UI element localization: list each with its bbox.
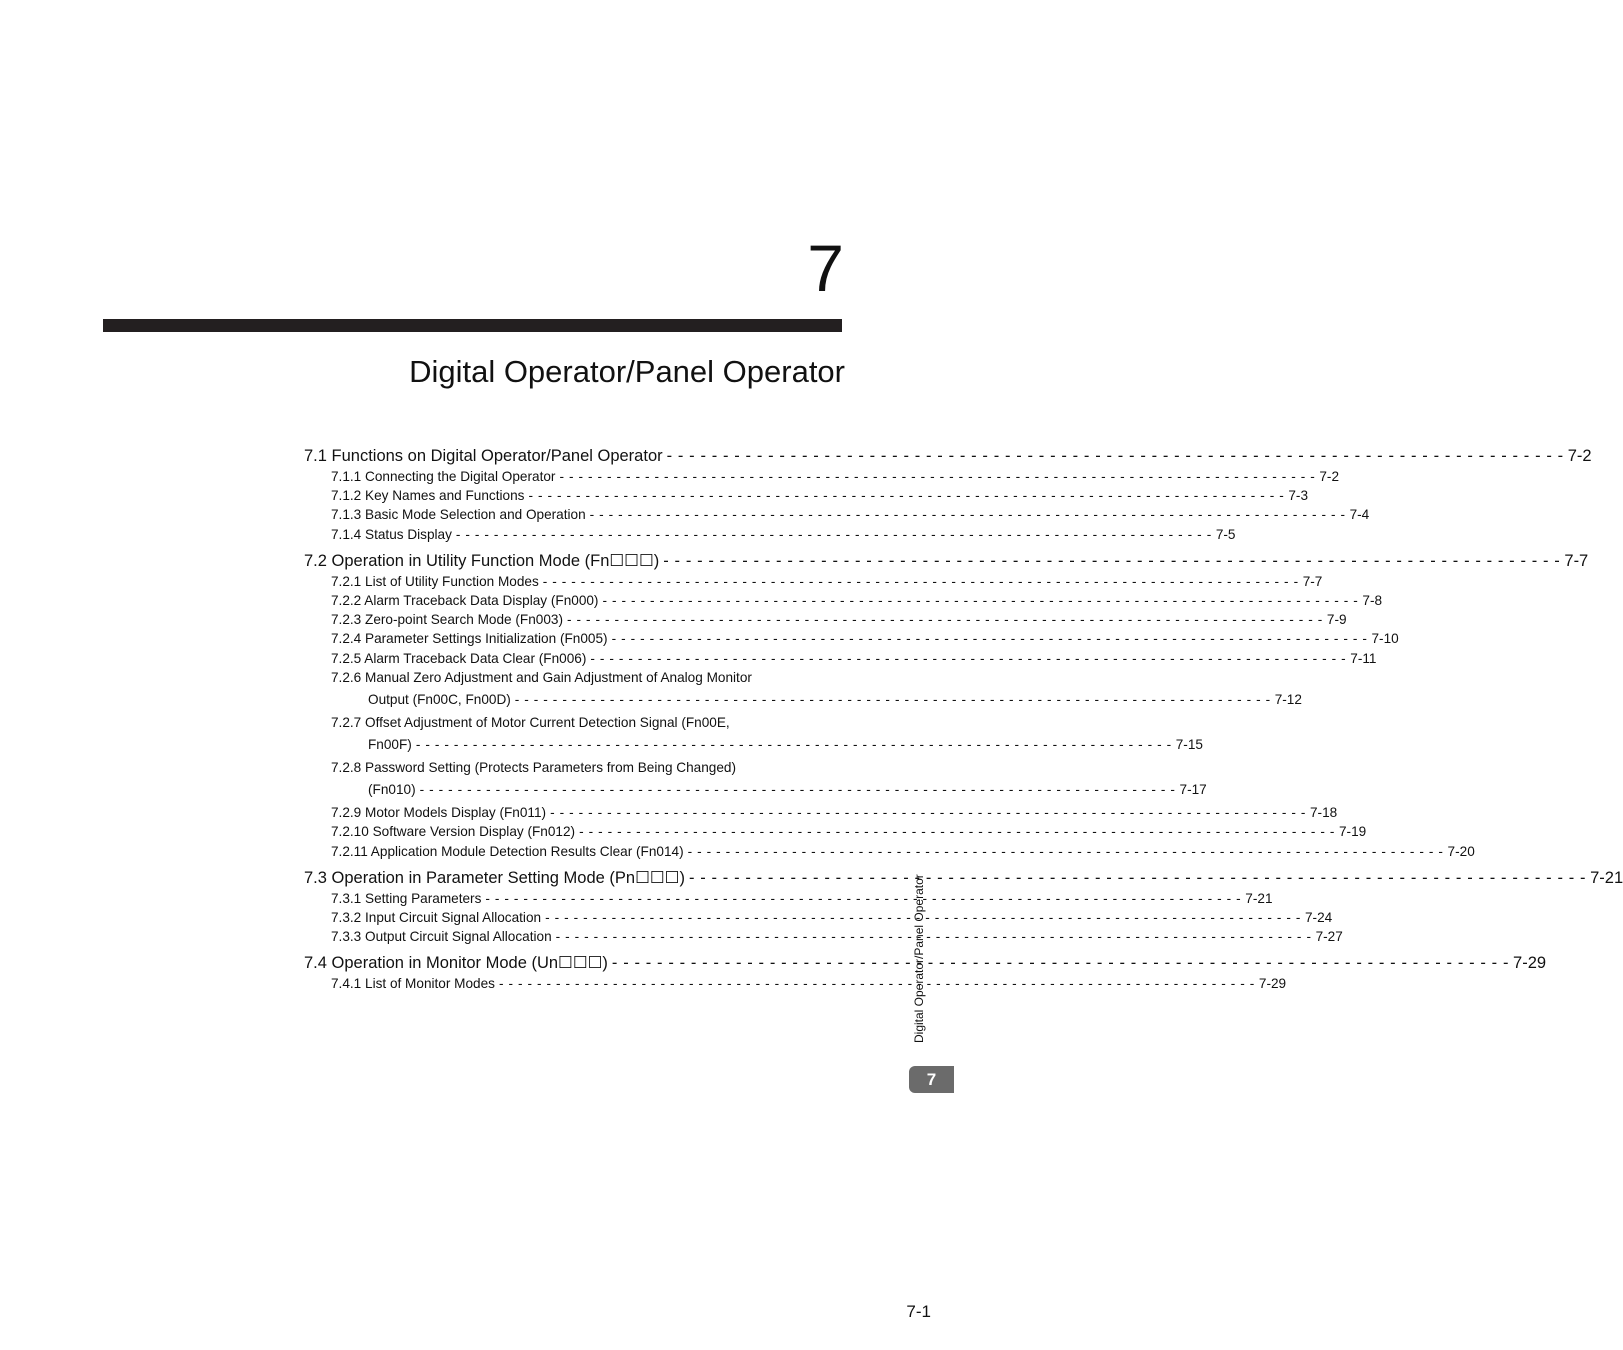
toc-entry-text: 7.2.1 List of Utility Function Modes — [331, 573, 539, 589]
leader-dots: - - - - - - - - - - - - - - - - - - - - - - - - - - - - - - - - - - - - - - - - - - - - - - - - - - - - - - - - - - - - - - - - - - - - - - - - - - - - - - - - — [485, 890, 1242, 906]
toc-entry-text: 7.2.3 Zero-point Search Mode (Fn003) — [331, 612, 563, 628]
toc-entry[interactable] — [304, 908, 1333, 927]
toc-entry[interactable] — [304, 467, 1340, 486]
toc-section — [304, 445, 1592, 544]
toc-entry-page: 7-20 — [1447, 843, 1475, 859]
toc-entry-text: 7.3.2 Input Circuit Signal Allocation — [331, 910, 542, 925]
toc-section-heading-text: 7.4 Operation in Monitor Mode (Un☐☐☐) — [304, 954, 608, 973]
toc-entry[interactable] — [304, 927, 1343, 946]
leader-dots: - - - - - - - - - - - - - - - - - - - - - - - - - - - - - - - - - - - - - - - - - - - - - - - - - - - - - - - - - - - - - - - - - - - - - - - - - - - - - - - - — [579, 824, 1335, 840]
leader-dots: - - - - - - - - - - - - - - - - - - - - - - - - - - - - - - - - - - - - - - - - - - - - - - - - - - - - - - - - - - - - - - - - - - - - - - - - - - - - - - - - — [611, 954, 1510, 973]
toc-entry-page: 7-19 — [1338, 824, 1367, 840]
toc-entry-continued-page: 7-15 — [1175, 737, 1203, 753]
toc-entry-page: 7-8 — [1362, 592, 1383, 608]
toc-entry-continued[interactable] — [304, 689, 1302, 711]
toc-entry-page: 7-2 — [1319, 469, 1340, 484]
leader-dots: - - - - - - - - - - - - - - - - - - - - - - - - - - - - - - - - - - - - - - - - - - - - - - - - - - - - - - - - - - - - - - - - - - - - - - - - - - - - - - - - — [555, 929, 1312, 945]
toc-entry-page: 7-9 — [1326, 612, 1347, 628]
toc-entry-page: 7-11 — [1350, 650, 1377, 666]
leader-dots: - - - - - - - - - - - - - - - - - - - - - - - - - - - - - - - - - - - - - - - - - - - - - - - - - - - - - - - - - - - - - - - - - - - - - - - - - - - - - - - - — [498, 976, 1255, 992]
toc-entry[interactable] — [304, 822, 1367, 841]
toc-entry-text: 7.3.3 Output Circuit Signal Allocation — [331, 929, 552, 945]
toc-entry-text: 7.3.1 Setting Parameters — [331, 890, 482, 906]
toc-entry[interactable] — [304, 713, 841, 732]
toc-entry-continued[interactable] — [304, 779, 1207, 801]
toc-entry-text: 7.2.9 Motor Models Display (Fn011) — [331, 805, 547, 821]
chapter-number: 7 — [807, 231, 844, 305]
toc-section-heading-page: 7-21 — [1590, 868, 1623, 887]
leader-dots: - - - - - - - - - - - - - - - - - - - - - - - - - - - - - - - - - - - - - - - - - - - - - - - - - - - - - - - - - - - - - - - - - - - - - - - - - - - - - - - - — [415, 737, 1172, 753]
toc-entry-text: 7.2.5 Alarm Traceback Data Clear (Fn006) — [331, 650, 587, 666]
toc-section-heading[interactable] — [304, 550, 1589, 572]
toc-section-heading[interactable] — [304, 867, 1623, 889]
leader-dots: - - - - - - - - - - - - - - - - - - - - - - - - - - - - - - - - - - - - - - - - - - - - - - - - - - - - - - - - - - - - - - - - - - - - - - - - - - - - - - - - — [455, 526, 1212, 542]
toc-entry-page: 7-5 — [1215, 526, 1236, 542]
leader-dots: - - - - - - - - - - - - - - - - - - - - - - - - - - - - - - - - - - - - - - - - - - - - - - - - - - - - - - - - - - - - - - - - - - - - - - - - - - - - - - - - — [666, 447, 1564, 465]
toc-entry-text: 7.4.1 List of Monitor Modes — [331, 976, 495, 992]
toc-entry-text: 7.2.8 Password Setting (Protects Parameters from Being Changed) — [331, 760, 736, 776]
leader-dots: - - - - - - - - - - - - - - - - - - - - - - - - - - - - - - - - - - - - - - - - - - - - - - - - - - - - - - - - - - - - - - - - - - - - - - - - - - - - - - - - — [559, 469, 1316, 484]
chapter-divider-bar — [103, 319, 842, 332]
toc-section-heading-text: 7.2 Operation in Utility Function Mode (Fn☐☐☐) — [304, 551, 660, 570]
toc-entry-text: 7.2.4 Parameter Settings Initialization (Fn005) — [331, 631, 608, 647]
toc-entry-page: 7-7 — [1302, 573, 1323, 589]
leader-dots: - - - - - - - - - - - - - - - - - - - - - - - - - - - - - - - - - - - - - - - - - - - - - - - - - - - - - - - - - - - - - - - - - - - - - - - - - - - - - - - - — [590, 650, 1347, 666]
toc-section-heading-text: 7.3 Operation in Parameter Setting Mode (Pn☐☐☐) — [304, 868, 685, 887]
toc-entry-page: 7-29 — [1258, 976, 1287, 992]
leader-dots: - - - - - - - - - - - - - - - - - - - - - - - - - - - - - - - - - - - - - - - - - - - - - - - - - - - - - - - - - - - - - - - - - - - - - - - - - - - - - - - - — [419, 782, 1176, 798]
toc-entry-continued-text: Output (Fn00C, Fn00D) — [368, 691, 511, 707]
toc-section-heading-page: 7-29 — [1513, 954, 1547, 973]
leader-dots: - - - - - - - - - - - - - - - - - - - - - - - - - - - - - - - - - - - - - - - - - - - - - - - - - - - - - - - - - - - - - - - - - - - - - - - - - - - - - - - - — [542, 573, 1299, 589]
toc-entry[interactable] — [304, 889, 1273, 908]
toc-entry[interactable] — [304, 591, 1383, 610]
toc-entry-text: 7.2.6 Manual Zero Adjustment and Gain Adjustment of Analog Monitor — [331, 669, 752, 685]
toc-entry[interactable] — [304, 629, 1399, 648]
toc-entry-page: 7-21 — [1245, 890, 1273, 906]
leader-dots: - - - - - - - - - - - - - - - - - - - - - - - - - - - - - - - - - - - - - - - - - - - - - - - - - - - - - - - - - - - - - - - - - - - - - - - - - - - - - - - - — [528, 488, 1285, 504]
leader-dots: - - - - - - - - - - - - - - - - - - - - - - - - - - - - - - - - - - - - - - - - - - - - - - - - - - - - - - - - - - - - - - - - - - - - - - - - - - - - - - - - — [688, 868, 1587, 887]
toc-entry-text: 7.1.2 Key Names and Functions — [331, 488, 525, 504]
toc-entry[interactable] — [304, 974, 1287, 993]
leader-dots: - - - - - - - - - - - - - - - - - - - - - - - - - - - - - - - - - - - - - - - - - - - - - - - - - - - - - - - - - - - - - - - - - - - - - - - - - - - - - - - - — [663, 551, 1561, 570]
toc-entry[interactable] — [304, 610, 1347, 629]
leader-dots: - - - - - - - - - - - - - - - - - - - - - - - - - - - - - - - - - - - - - - - - - - - - - - - - - - - - - - - - - - - - - - - - - - - - - - - - - - - - - - - - — [550, 805, 1306, 821]
toc-entry-text: 7.2.10 Software Version Display (Fn012) — [331, 824, 576, 840]
toc-entry[interactable] — [304, 649, 1377, 668]
toc-entry-continued[interactable] — [304, 734, 1203, 756]
toc-entry-continued-text: Fn00F) — [368, 737, 412, 753]
toc-entry[interactable] — [304, 803, 1338, 822]
toc-entry-text: 7.1.3 Basic Mode Selection and Operation — [331, 507, 586, 523]
page-number: 7-1 — [906, 1302, 931, 1321]
toc-entry-page: 7-18 — [1310, 805, 1338, 821]
toc-entry-continued-page: 7-12 — [1274, 691, 1302, 707]
leader-dots: - - - - - - - - - - - - - - - - - - - - - - - - - - - - - - - - - - - - - - - - - - - - - - - - - - - - - - - - - - - - - - - - - - - - - - - - - - - - - - - - — [514, 691, 1271, 707]
toc-entry[interactable] — [304, 505, 1370, 524]
toc-section-heading[interactable] — [304, 952, 1547, 974]
toc-entry[interactable] — [304, 572, 1323, 591]
toc-entry-page: 7-3 — [1288, 488, 1309, 504]
toc-entry-page: 7-24 — [1305, 910, 1333, 925]
leader-dots: - - - - - - - - - - - - - - - - - - - - - - - - - - - - - - - - - - - - - - - - - - - - - - - - - - - - - - - - - - - - - - - - - - - - - - - - - - - - - - - - — [602, 592, 1359, 608]
toc-section-heading-page: 7-7 — [1564, 551, 1589, 570]
toc-section — [304, 867, 1623, 947]
toc-entry-text: 7.2.7 Offset Adjustment of Motor Current Detection Signal (Fn00E, — [331, 714, 730, 730]
toc-entry-page: 7-4 — [1349, 507, 1370, 523]
toc-section-heading-text: 7.1 Functions on Digital Operator/Panel Operator — [304, 447, 663, 465]
side-chapter-label: Digital Operator/Panel Operator — [912, 874, 926, 1043]
toc-section-heading[interactable] — [304, 445, 1592, 467]
toc-entry[interactable] — [304, 525, 1236, 544]
table-of-contents — [304, 445, 1623, 1000]
side-chapter-tab[interactable]: 7 — [909, 1066, 954, 1093]
leader-dots: - - - - - - - - - - - - - - - - - - - - - - - - - - - - - - - - - - - - - - - - - - - - - - - - - - - - - - - - - - - - - - - - - - - - - - - - - - - - - - - - — [611, 631, 1368, 647]
toc-entry-continued-page: 7-17 — [1179, 782, 1207, 798]
leader-dots: - - - - - - - - - - - - - - - - - - - - - - - - - - - - - - - - - - - - - - - - - - - - - - - - - - - - - - - - - - - - - - - - - - - - - - - - - - - - - - - - — [545, 910, 1301, 925]
leader-dots: - - - - - - - - - - - - - - - - - - - - - - - - - - - - - - - - - - - - - - - - - - - - - - - - - - - - - - - - - - - - - - - - - - - - - - - - - - - - - - - - — [687, 843, 1444, 859]
toc-section-heading-page: 7-2 — [1567, 447, 1592, 465]
leader-dots: - - - - - - - - - - - - - - - - - - - - - - - - - - - - - - - - - - - - - - - - - - - - - - - - - - - - - - - - - - - - - - - - - - - - - - - - - - - - - - - - — [566, 612, 1323, 628]
toc-entry[interactable] — [304, 842, 1475, 861]
toc-entry-page: 7-27 — [1315, 929, 1343, 945]
chapter-title: Digital Operator/Panel Operator — [409, 354, 845, 389]
toc-entry-page: 7-10 — [1371, 631, 1399, 647]
toc-entry-text: 7.1.4 Status Display — [331, 526, 452, 542]
toc-section — [304, 952, 1547, 993]
toc-entry-continued-text: (Fn010) — [368, 782, 416, 798]
leader-dots: - - - - - - - - - - - - - - - - - - - - - - - - - - - - - - - - - - - - - - - - - - - - - - - - - - - - - - - - - - - - - - - - - - - - - - - - - - - - - - - - — [589, 507, 1346, 523]
toc-section — [304, 550, 1589, 861]
toc-entry-text: 7.2.2 Alarm Traceback Data Display (Fn000) — [331, 592, 599, 608]
toc-entry[interactable] — [304, 668, 841, 687]
toc-entry-text: 7.1.1 Connecting the Digital Operator — [331, 469, 556, 484]
toc-entry[interactable] — [304, 758, 841, 777]
toc-entry[interactable] — [304, 486, 1309, 505]
toc-entry-text: 7.2.11 Application Module Detection Results Clear (Fn014) — [331, 843, 684, 859]
